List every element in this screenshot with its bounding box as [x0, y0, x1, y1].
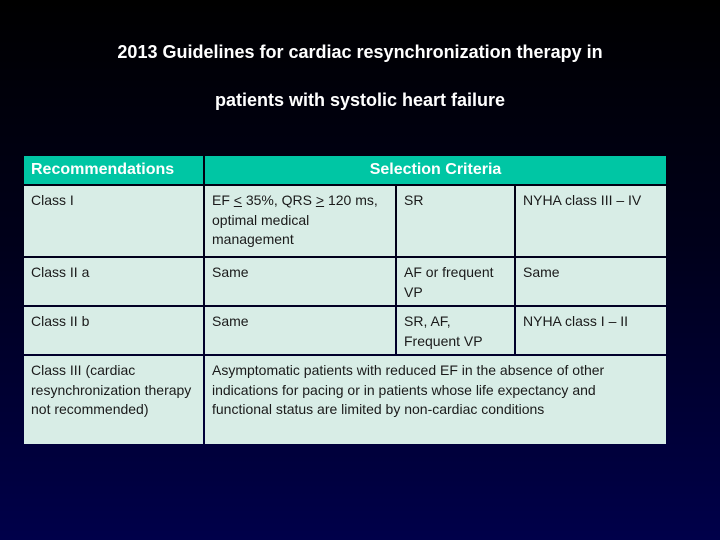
- row-class-iib-rhythm: SR, AF, Frequent VP: [397, 307, 514, 354]
- header-selection-criteria-label: Selection Criteria: [369, 161, 502, 178]
- row-class-iib-recommendation: Class II b: [24, 307, 203, 354]
- slide-title-line-1: 2013 Guidelines for cardiac resynchronization therapy in: [117, 42, 603, 62]
- row-class-iia-recommendation: Class II a: [24, 258, 203, 305]
- row-class-iib-nyha: NYHA class I – II: [516, 307, 666, 354]
- row-class-i-recommendation: Class I: [24, 186, 203, 256]
- slide-title-line-2: patients with systolic heart failure: [214, 90, 506, 110]
- row-class-i-nyha: NYHA class III – IV: [516, 186, 666, 256]
- row-class-i-criteria: EF < 35%, QRS > 120 ms, optimal medical management: [205, 186, 395, 256]
- row-class-iii-recommendation: Class III (cardiac resynchronization therapy not recommended): [24, 356, 203, 444]
- header-recommendations-label: Recommendations: [31, 161, 175, 178]
- row-class-iia-nyha: Same: [516, 258, 666, 305]
- row-class-i-rhythm: SR: [397, 186, 514, 256]
- row-class-iia-criteria: Same: [205, 258, 395, 305]
- header-recommendations: [24, 156, 203, 184]
- row-class-iib-criteria: Same: [205, 307, 395, 354]
- row-class-iii-criteria: Asymptomatic patients with reduced EF in the absence of other indications for pacing or in patients whose life expectancy and functional status are limited by non-cardiac conditions: [205, 356, 666, 444]
- header-selection-criteria: [205, 156, 666, 184]
- row-class-iia-rhythm: AF or frequent VP: [397, 258, 514, 305]
